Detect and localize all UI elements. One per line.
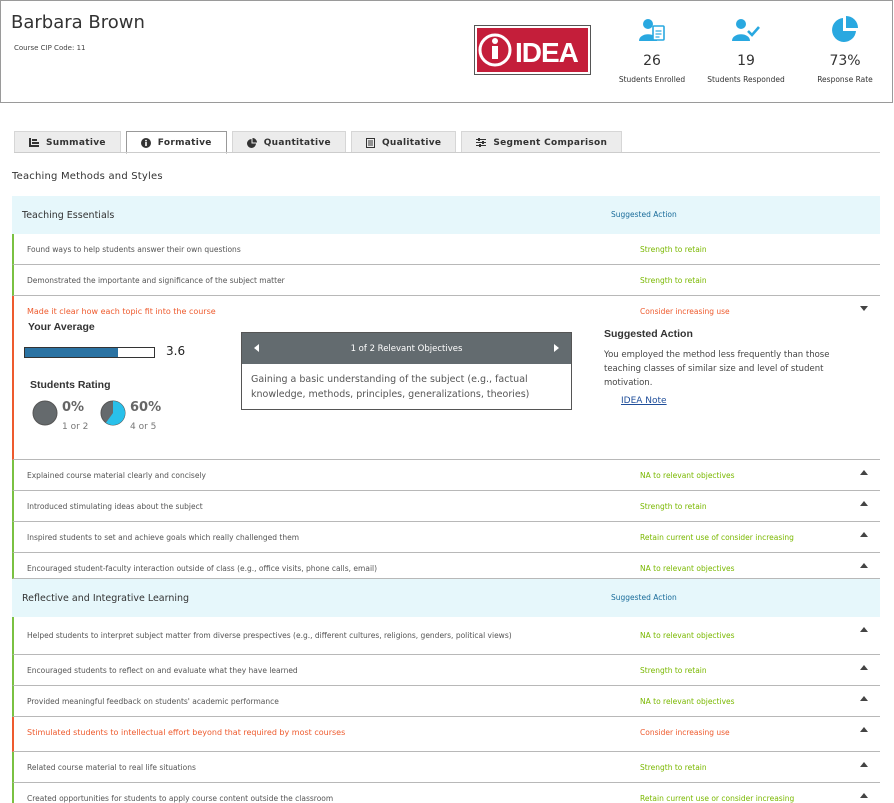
expand-caret-icon[interactable] — [860, 501, 868, 506]
method-row[interactable] — [12, 522, 880, 553]
expand-caret-icon[interactable] — [860, 793, 868, 798]
expand-caret-icon[interactable] — [860, 762, 868, 767]
method-text: Found ways to help students answer their own questions — [27, 245, 241, 254]
tab-quantitative[interactable] — [232, 131, 346, 153]
bar-list-icon — [29, 138, 39, 147]
suggested-action-header: Suggested Action — [611, 593, 677, 602]
method-text: Made it clear how each topic fit into the course — [27, 307, 216, 316]
expand-caret-icon[interactable] — [860, 532, 868, 537]
students-rating-label: Students Rating — [30, 379, 111, 391]
pie-chart-icon — [247, 138, 257, 148]
tab-label: Qualitative — [381, 137, 442, 148]
method-action: Strength to retain — [640, 245, 707, 254]
relevant-objectives-box — [241, 332, 572, 410]
method-action: Consider increasing use — [640, 307, 730, 316]
average-bar-fill — [25, 348, 118, 357]
method-action: NA to relevant objectives — [640, 631, 735, 640]
average-value: 3.6 — [166, 344, 186, 358]
rating-high — [100, 400, 162, 432]
expand-caret-icon[interactable] — [860, 627, 868, 632]
method-row[interactable] — [12, 265, 880, 296]
tab-formative[interactable] — [126, 131, 227, 154]
group-header-reflective-learning — [12, 579, 880, 617]
tab-label: Summative — [46, 137, 106, 148]
method-action: Consider increasing use — [640, 728, 730, 737]
method-text: Related course material to real life situations — [27, 763, 196, 772]
section-title: Teaching Methods and Styles — [12, 171, 163, 182]
cip-code: Course CIP Code: 11 — [14, 44, 86, 52]
method-action: Retain current use or consider increasing — [640, 794, 795, 803]
method-row[interactable] — [12, 460, 880, 491]
stat-students-responded — [696, 15, 796, 84]
tab-summative[interactable] — [14, 131, 121, 153]
expand-caret-icon[interactable] — [860, 470, 868, 475]
students-enrolled-icon — [638, 17, 666, 43]
instructor-name: Barbara Brown — [11, 12, 145, 33]
group-header-teaching-essentials — [12, 196, 880, 234]
stat-response-rate — [795, 15, 894, 84]
rating-range: 1 or 2 — [62, 422, 89, 432]
stat-value: 26 — [643, 53, 661, 69]
group-title: Teaching Essentials — [22, 210, 115, 221]
tab-divider — [14, 152, 880, 153]
objectives-count: 1 of 2 Relevant Objectives — [350, 343, 463, 354]
method-row[interactable] — [12, 717, 880, 752]
instructor-header — [0, 0, 893, 103]
rating-pct: 60% — [130, 400, 162, 415]
tab-label: Formative — [157, 137, 212, 148]
info-icon — [141, 138, 151, 148]
method-row[interactable] — [12, 686, 880, 717]
method-text: Inspired students to set and achieve goals which really challenged them — [27, 533, 300, 542]
method-text: Explained course material clearly and concisely — [27, 471, 206, 480]
expand-caret-icon[interactable] — [860, 665, 868, 670]
rating-low — [32, 400, 89, 432]
idea-note-link[interactable]: IDEA Note — [621, 396, 667, 406]
prev-objective-arrow-icon[interactable] — [254, 344, 259, 352]
suggested-action-text: You employed the method less frequently than those teaching classes of similar size and level of student motivation. — [604, 350, 830, 388]
objective-text: Gaining a basic understanding of the subject (e.g., factual knowledge, methods, principles, generalizations, theories) — [251, 374, 530, 400]
sliders-icon — [476, 138, 486, 147]
method-row[interactable] — [12, 553, 880, 579]
response-rate-pie-icon — [831, 15, 859, 43]
rating-pct: 0% — [62, 400, 85, 415]
method-row[interactable] — [12, 783, 880, 803]
average-bar — [24, 347, 155, 358]
rating-pie-high-icon — [100, 400, 126, 426]
next-objective-arrow-icon[interactable] — [554, 344, 559, 352]
idea-logo — [474, 25, 591, 75]
rating-pie-low-icon — [32, 400, 58, 426]
method-action: Strength to retain — [640, 666, 707, 675]
method-text: Encouraged student-faculty interaction outside of class (e.g., office visits, phone calls, email) — [27, 564, 378, 573]
method-text: Encouraged students to reflect on and evaluate what they have learned — [27, 666, 298, 675]
method-text: Introduced stimulating ideas about the subject — [27, 502, 203, 511]
expand-caret-icon[interactable] — [860, 563, 868, 568]
method-text: Stimulated students to intellectual effort beyond that required by most courses — [27, 728, 346, 737]
students-responded-icon — [731, 17, 761, 43]
stat-label: Response Rate — [817, 75, 873, 84]
tab-label: Segment Comparison — [493, 137, 608, 148]
logo-text: IDEA — [515, 37, 578, 68]
method-action: Strength to retain — [640, 502, 707, 511]
method-action: NA to relevant objectives — [640, 564, 735, 573]
suggested-action-header: Suggested Action — [611, 210, 677, 219]
method-text: Helped students to interpret subject matter from diverse prespectives (e.g., different cultures, religions, genders, political views) — [27, 631, 512, 640]
stat-value: 19 — [737, 53, 755, 69]
tab-label: Quantitative — [263, 137, 331, 148]
method-row[interactable] — [12, 491, 880, 522]
method-action: NA to relevant objectives — [640, 471, 735, 480]
group-title: Reflective and Integrative Learning — [22, 593, 190, 604]
objectives-nav — [242, 333, 571, 364]
method-text: Demonstrated the importante and significance of the subject matter — [27, 276, 285, 285]
report-tabs — [14, 131, 627, 153]
rating-range: 4 or 5 — [130, 422, 157, 432]
tab-segment-comparison[interactable] — [461, 131, 622, 153]
method-text: Provided meaningful feedback on students' academic performance — [27, 697, 279, 706]
suggested-action-title: Suggested Action — [604, 328, 693, 340]
stat-students-enrolled — [602, 15, 702, 84]
method-row[interactable] — [12, 234, 880, 265]
method-row[interactable] — [12, 617, 880, 655]
your-average-label: Your Average — [28, 321, 95, 333]
method-action: NA to relevant objectives — [640, 697, 735, 706]
stat-label: Students Enrolled — [618, 75, 686, 84]
method-action: Strength to retain — [640, 763, 707, 772]
method-row-expanded[interactable] — [12, 296, 880, 460]
expand-caret-icon[interactable] — [860, 696, 868, 701]
document-icon — [366, 138, 375, 148]
method-action: Strength to retain — [640, 276, 707, 285]
method-text: Created opportunities for students to apply course content outside the classroom — [27, 794, 334, 803]
method-row[interactable] — [12, 752, 880, 783]
expand-caret-icon[interactable] — [860, 727, 868, 732]
stat-label: Students Responded — [707, 75, 785, 84]
tab-qualitative[interactable] — [351, 131, 456, 153]
method-row[interactable] — [12, 655, 880, 686]
stat-value: 73% — [829, 53, 861, 69]
collapse-caret-icon[interactable] — [860, 306, 868, 311]
method-action: Retain current use of consider increasing — [640, 533, 794, 542]
